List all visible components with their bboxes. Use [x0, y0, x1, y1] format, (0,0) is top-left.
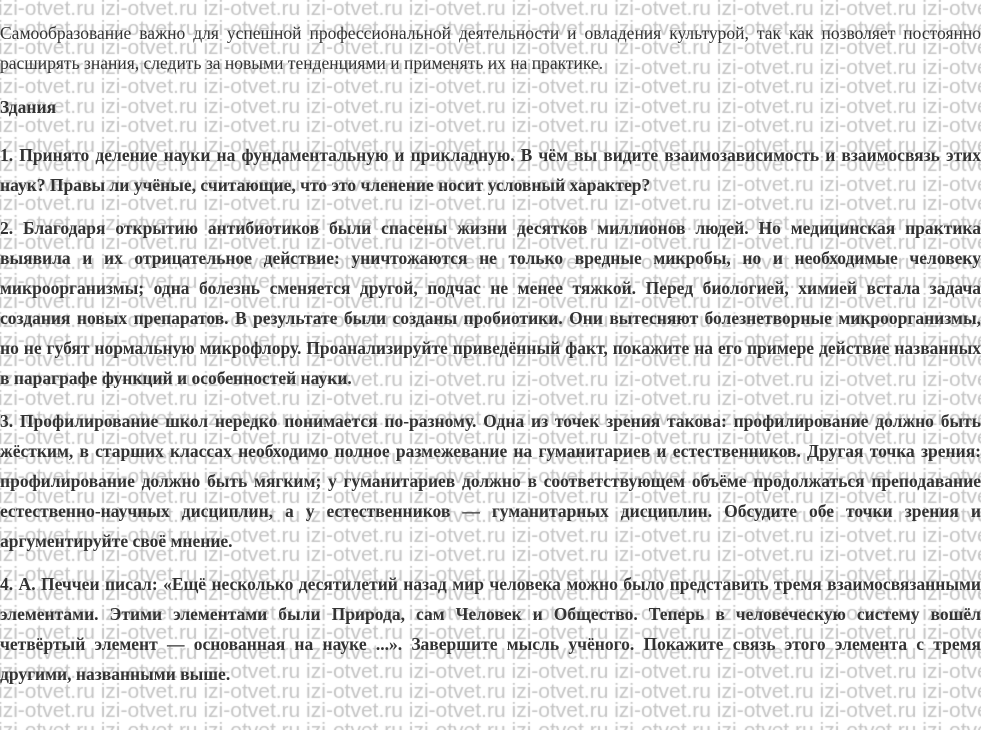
question-3: 3. Профилирование школ нередко понимается по-разному. Одна из точек зрения такова: профилирование должно быть жёстким, в старших классах необходимо полное размежевание на гуманитариев и естественников. Другая точка зрения: профилирование должно быть мягким; у гуманитариев должно в соответствующем объёме продолжаться преподавание естественно-научных дисциплин, а у естественников — гуманитарных дисциплин. Обсудите обе точки зрения и аргументируйте своё мнение. — [0, 411, 981, 551]
document-body — [0, 18, 981, 702]
question-1: 1. Принято деление науки на фундаментальную и прикладную. В чём вы видите взаимозависимость и взаимосвязь этих наук? Правы ли учёные, считающие, что это членение носит условный характер? — [0, 145, 981, 195]
question-4: 4. А. Печчеи писал: «Ещё несколько десятилетий назад мир человека можно было представить тремя взаимосвязанными элементами. Этими элементами были Природа, сам Человек и Общество. Теперь в человеческую систему вошёл четвёртый элемент — основанная на науке ...». Завершите мысль учёного. Покажите связь этого элемента с тремя другими, названными выше. — [0, 574, 981, 684]
section-heading: Здания — [0, 97, 57, 117]
intro-paragraph: Самообразование важно для успешной профессиональной деятельности и овладения культурой, так как позволяет постоянно расширять знания, следить за новыми тенденциями и применять их на практике. — [0, 23, 981, 73]
question-2: 2. Благодаря открытию антибиотиков были спасены жизни десятков миллионов людей. Но медицинская практика выявила и их отрицательное действие: уничтожаются не только вредные микробы, но и необходимые человеку микроорганизмы; одна болезнь сменяется другой, подчас не менее тяжкой. Перед биологией, химией встала задача создания новых препаратов. В результате были созданы пробиотики. Они вытесняют болезнетворные микроорганизмы, но не губят нормальную микрофлору. Проанализируйте приведённый факт, покажите на его примере действие названных в параграфе функций и особенностей науки. — [0, 218, 981, 388]
